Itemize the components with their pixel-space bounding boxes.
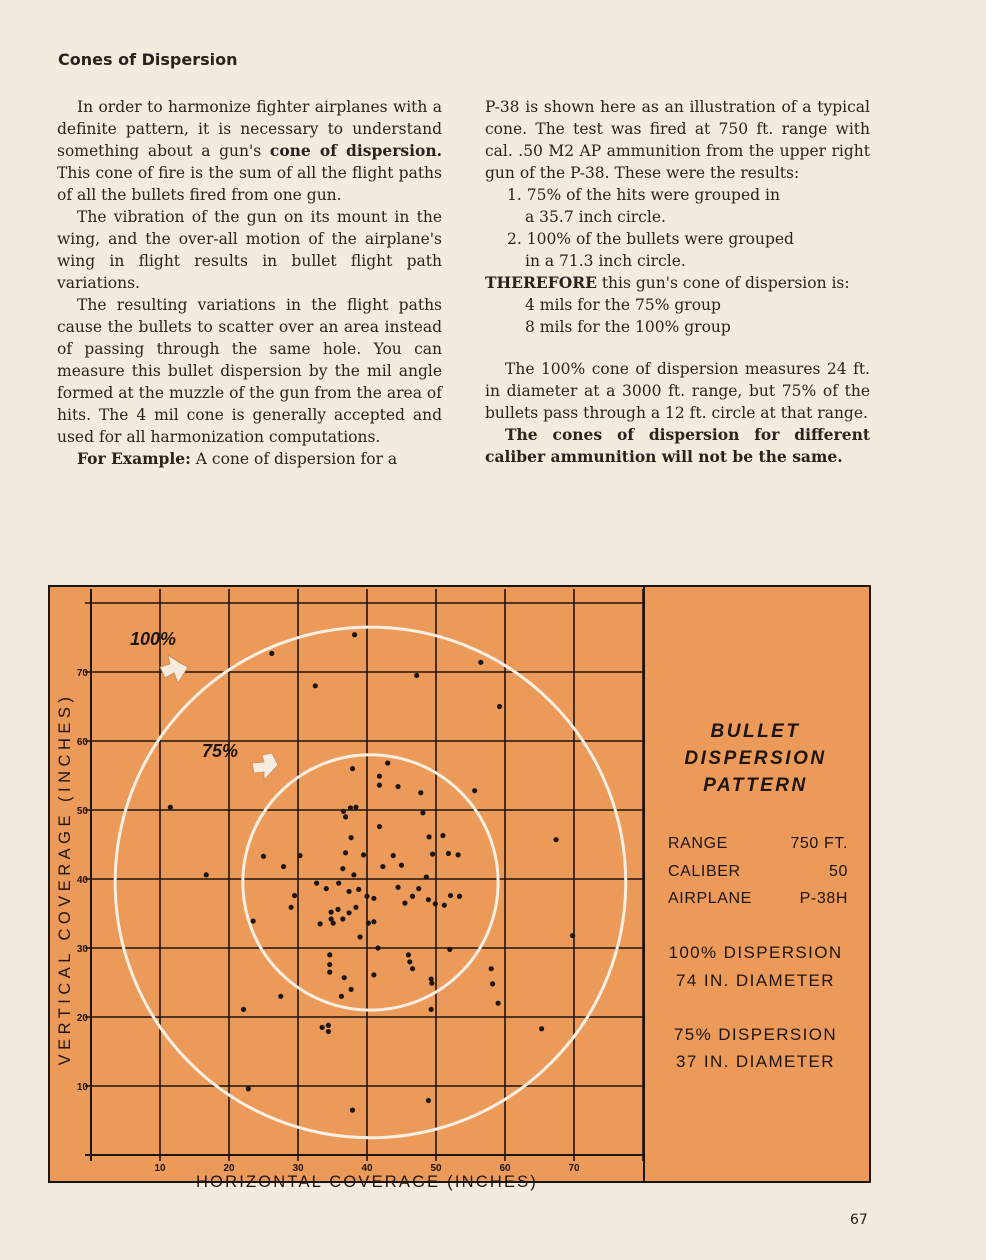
hit-point <box>364 894 369 899</box>
hit-point <box>426 1098 431 1103</box>
hit-point <box>448 893 453 898</box>
hit-point <box>489 966 494 971</box>
list-item: 2. 100% of the bullets were grouped <box>507 230 794 248</box>
hit-point <box>339 994 344 999</box>
hit-point <box>340 916 345 921</box>
y-tick-label: 60 <box>76 737 88 748</box>
legend-title: DISPERSION <box>684 748 827 769</box>
hit-point <box>204 872 209 877</box>
hit-point <box>420 810 425 815</box>
legend-note: 100% DISPERSION <box>668 943 843 962</box>
hit-point <box>395 784 400 789</box>
hit-point <box>353 805 358 810</box>
x-tick-label: 50 <box>430 1163 442 1174</box>
y-tick-label: 30 <box>76 944 88 955</box>
hit-point <box>399 863 404 868</box>
hit-point <box>269 651 274 656</box>
hit-point <box>424 874 429 879</box>
hit-point <box>496 1001 501 1006</box>
paragraph: The 100% cone of dispersion measures 24 ft. in diameter at a 3000 ft. range, but 75% of the bullets pass through a 12 ft. circle at that range. <box>485 360 870 422</box>
hit-point <box>241 1007 246 1012</box>
hit-point <box>326 1029 331 1034</box>
paragraph: The resulting variations in the flight paths cause the bullets to scatter over an area instead of passing through the same hole. You can measure this bullet dispersion by the mil angle formed at the muzzle of the gun from the area of hits. The 4 mil cone is generally accepted and used for all harmonization computations. <box>57 296 442 446</box>
hit-point <box>251 918 256 923</box>
hit-point <box>278 994 283 999</box>
hit-point <box>358 934 363 939</box>
page-number: 67 <box>850 1212 868 1228</box>
hit-point <box>395 885 400 890</box>
hit-point <box>457 894 462 899</box>
hit-point <box>446 851 451 856</box>
hit-point <box>327 952 332 957</box>
hit-point <box>352 632 357 637</box>
hit-point <box>320 1025 325 1030</box>
hit-point <box>346 910 351 915</box>
hit-point <box>281 864 286 869</box>
paragraph: THEREFORE this gun's cone of dispersion is: <box>485 273 850 292</box>
hit-point <box>331 921 336 926</box>
y-tick-label: 40 <box>76 875 88 886</box>
x-tick-label: 10 <box>154 1163 166 1174</box>
hit-point <box>407 959 412 964</box>
label-75-percent: 75% <box>202 741 239 761</box>
list-item: 8 mils for the 100% group <box>525 318 731 336</box>
hit-point <box>327 962 332 967</box>
hit-point <box>447 947 452 952</box>
hit-point <box>377 824 382 829</box>
hit-point <box>335 907 340 912</box>
paragraph: The vibration of the gun on its mount in the wing, and the over-all motion of the airplane's wing in flight results in bullet flight path variations. <box>57 208 442 292</box>
hit-point <box>377 774 382 779</box>
hit-point <box>261 854 266 859</box>
legend-note: 75% DISPERSION <box>673 1025 838 1044</box>
hit-point <box>348 805 353 810</box>
hit-point <box>361 852 366 857</box>
hit-point <box>416 886 421 891</box>
hit-point <box>356 887 361 892</box>
hit-point <box>340 866 345 871</box>
hit-point <box>371 972 376 977</box>
hit-point <box>289 905 294 910</box>
hit-point <box>349 987 354 992</box>
label-100-percent: 100% <box>130 629 177 649</box>
hit-point <box>313 683 318 688</box>
hit-point <box>349 835 354 840</box>
hit-point <box>478 660 483 665</box>
legend-title: BULLET <box>710 721 801 742</box>
hit-point <box>336 881 341 886</box>
hit-point <box>346 889 351 894</box>
hit-point <box>246 1086 251 1091</box>
hit-point <box>380 864 385 869</box>
hit-point <box>429 1007 434 1012</box>
x-tick-label: 70 <box>568 1163 580 1174</box>
hit-point <box>350 766 355 771</box>
hit-point <box>497 704 502 709</box>
legend-note: 74 IN. DIAMETER <box>676 971 835 990</box>
hit-point <box>317 921 322 926</box>
x-tick-label: 60 <box>499 1163 511 1174</box>
legend-title: PATTERN <box>703 775 808 796</box>
paragraph: In order to harmonize fighter airplanes with a definite pattern, it is necessary to understand something about a gun's cone of dispersion. This cone of fire is the sum of all the flight paths of all the bullets fired from one gun. <box>57 98 442 204</box>
hit-point <box>430 852 435 857</box>
x-tick-label: 40 <box>361 1163 373 1174</box>
arrow-75-icon <box>252 753 278 780</box>
list-item-cont: a 35.7 inch circle. <box>525 208 666 226</box>
list-item: 1. 75% of the hits were grouped in <box>507 186 780 204</box>
hit-point <box>353 905 358 910</box>
hit-point <box>385 760 390 765</box>
y-tick-label: 70 <box>76 668 88 679</box>
hit-point <box>377 783 382 788</box>
hit-point <box>297 853 302 858</box>
hit-point <box>539 1026 544 1031</box>
chart-legend-panel: BULLET DISPERSION PATTERN RANGE 750 FT. CALIBER 50 AIRPLANE P-38H 100% DISPERSION 74 IN. DIAMETER 75% DISPERSION 37 IN. DIAMETER <box>640 585 871 1183</box>
hit-point <box>410 966 415 971</box>
x-axis-label: HORIZONTAL COVERAGE (INCHES) <box>195 1173 539 1191</box>
hit-point <box>426 897 431 902</box>
hit-point <box>371 919 376 924</box>
hit-point <box>472 788 477 793</box>
x-tick-label: 20 <box>223 1163 235 1174</box>
hit-point <box>343 850 348 855</box>
hit-point <box>327 970 332 975</box>
arrow-100-icon <box>160 655 188 683</box>
hit-point <box>490 981 495 986</box>
paragraph: For Example: A cone of dispersion for a <box>77 449 398 468</box>
hit-point <box>402 901 407 906</box>
hit-point <box>440 833 445 838</box>
hit-point <box>427 834 432 839</box>
hit-point <box>455 852 460 857</box>
section-heading: Cones of Dispersion <box>58 50 238 69</box>
y-axis-label: VERTICAL COVERAGE (INCHES) <box>56 692 74 1066</box>
list-item-cont: in a 71.3 inch circle. <box>525 252 686 270</box>
y-tick-label: 10 <box>76 1082 88 1093</box>
y-tick-label: 50 <box>76 806 88 817</box>
hit-point <box>292 893 297 898</box>
hit-point <box>168 805 173 810</box>
dispersion-circle <box>243 755 498 1010</box>
paragraph: P-38 is shown here as an illustration of a typical cone. The test was fired at 750 ft. range with cal. .50 M2 AP ammunition from the upper right gun of the P-38. These were the results: <box>485 98 870 182</box>
hit-point <box>351 872 356 877</box>
hit-point <box>371 896 376 901</box>
x-tick-label: 30 <box>292 1163 304 1174</box>
hit-point <box>553 837 558 842</box>
hit-point <box>391 853 396 858</box>
text-column-right <box>485 96 870 468</box>
hit-point <box>343 814 348 819</box>
dispersion-circle <box>115 627 626 1138</box>
hit-point <box>410 894 415 899</box>
legend-note: 37 IN. DIAMETER <box>676 1052 835 1071</box>
hit-point <box>342 975 347 980</box>
hit-point <box>406 952 411 957</box>
hit-point <box>429 981 434 986</box>
hit-point <box>570 933 575 938</box>
hit-point <box>341 809 346 814</box>
hit-point <box>324 886 329 891</box>
hit-point <box>433 901 438 906</box>
hit-point <box>375 945 380 950</box>
hit-point <box>414 673 419 678</box>
paragraph: The cones of dispersion for different caliber ammunition will not be the same. <box>485 425 870 466</box>
text-column-left <box>57 96 442 470</box>
list-item: 4 mils for the 75% group <box>525 296 721 314</box>
hit-point <box>366 921 371 926</box>
hit-point <box>418 790 423 795</box>
hit-point <box>326 1023 331 1028</box>
hit-point <box>350 1108 355 1113</box>
hit-point <box>329 910 334 915</box>
hit-point <box>314 881 319 886</box>
y-tick-label: 20 <box>76 1013 88 1024</box>
hit-point <box>442 903 447 908</box>
